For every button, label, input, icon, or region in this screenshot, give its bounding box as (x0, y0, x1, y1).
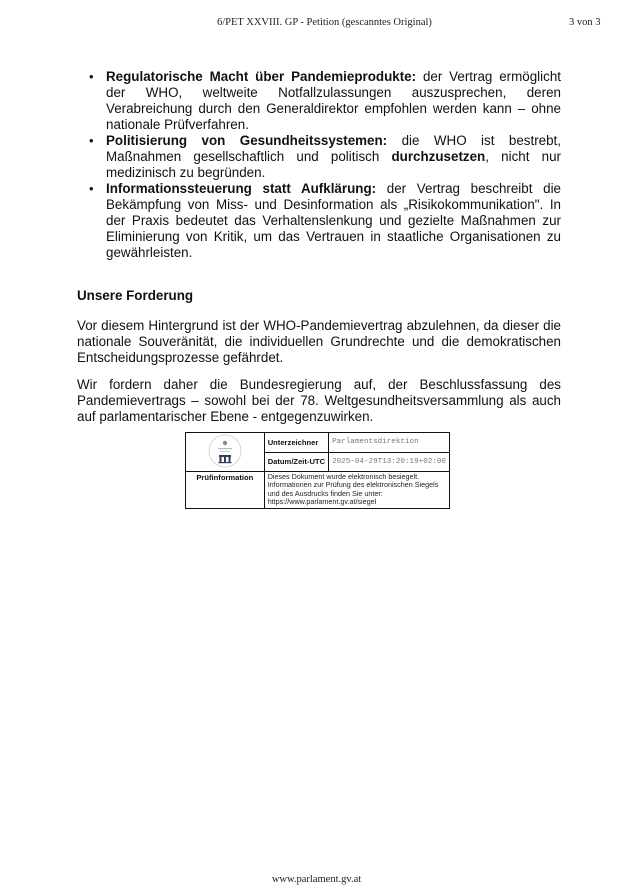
document-title: 6/PET XXVIII. GP - Petition (gescanntes Original) (217, 17, 432, 28)
verification-info: Dieses Dokument wurde elektronisch besiegelt. Informationen zur Prüfung des elektronischen Siegels und des Ausdrucks finden Sie unter: https://www.parlament.gv.at/siegel (264, 472, 449, 509)
bullet-text: die WHO ist bestrebt, Maßnahmen gesellschaftlich und politisch (106, 133, 561, 164)
bullet-text: der Vertrag beschreibt die Bekämpfung von Miss- und Desinformation als „Risikokommunikation". In der Praxis bedeutet das Verhaltenslenkung und gezielte Maßnahmen zur Eliminierung von Kritik, um das Vertrauen in staatliche Organisationen zu gewährleisten. (106, 181, 561, 260)
bullet-heading: Politisierung von Gesundheitssystemen: (106, 133, 388, 148)
bullet-heading: Regulatorische Macht über Pandemieprodukte: (106, 69, 417, 84)
bullet-text: , nicht nur medizinisch zu begründen. (106, 149, 561, 180)
electronic-seal-table (185, 432, 450, 509)
list-item (77, 133, 561, 181)
paragraph: Wir fordern daher die Bundesregierung auf, der Beschlussfassung des Pandemievertrags – sowohl bei der 78. Weltgesundheitsversammlung als auch auf parlamentarischer Ebene - entgegenzuwirken. (77, 377, 561, 424)
bullet-icon: • (89, 69, 94, 84)
verification-label: Prüfinformation (186, 472, 265, 509)
datetime-label: Datum/Zeit-UTC (264, 452, 328, 472)
list-item (77, 69, 561, 133)
datetime-value: 2025-04-29T13:20:19+02:00 (329, 452, 450, 472)
bullet-emphasis: durchzusetzen (391, 149, 486, 164)
bullet-text: der Vertrag ermöglicht der WHO, weltweite Notfallzulassungen auszusprechen, deren Verabreichung durch den Generaldirektor empfohlen werden kann – ohne nationale Prüfverfahren. (106, 69, 561, 132)
signer-value: Parlamentsdirektion (329, 433, 450, 453)
signer-label: Unterzeichner (264, 433, 328, 453)
page-footer: www.parlament.gv.at (271, 874, 362, 885)
bullet-icon: • (89, 181, 94, 196)
bullet-icon: • (89, 133, 94, 148)
paragraph: Vor diesem Hintergrund ist der WHO-Pandemievertrag abzulehnen, da dieser die nationale Souveränität, die individuellen Grundrechte und die demokratischen Entscheidungsprozesse gefährdet. (77, 318, 561, 365)
parliament-seal-icon (207, 434, 243, 468)
seal-logo-cell (186, 433, 265, 472)
bullet-heading: Informationssteuerung statt Aufklärung: (106, 181, 377, 196)
section-heading: Unsere Forderung (77, 288, 194, 303)
page-indicator: 3 von 3 (569, 17, 601, 28)
bullet-section (77, 69, 561, 261)
bullet-list (77, 69, 561, 261)
list-item (77, 181, 561, 261)
